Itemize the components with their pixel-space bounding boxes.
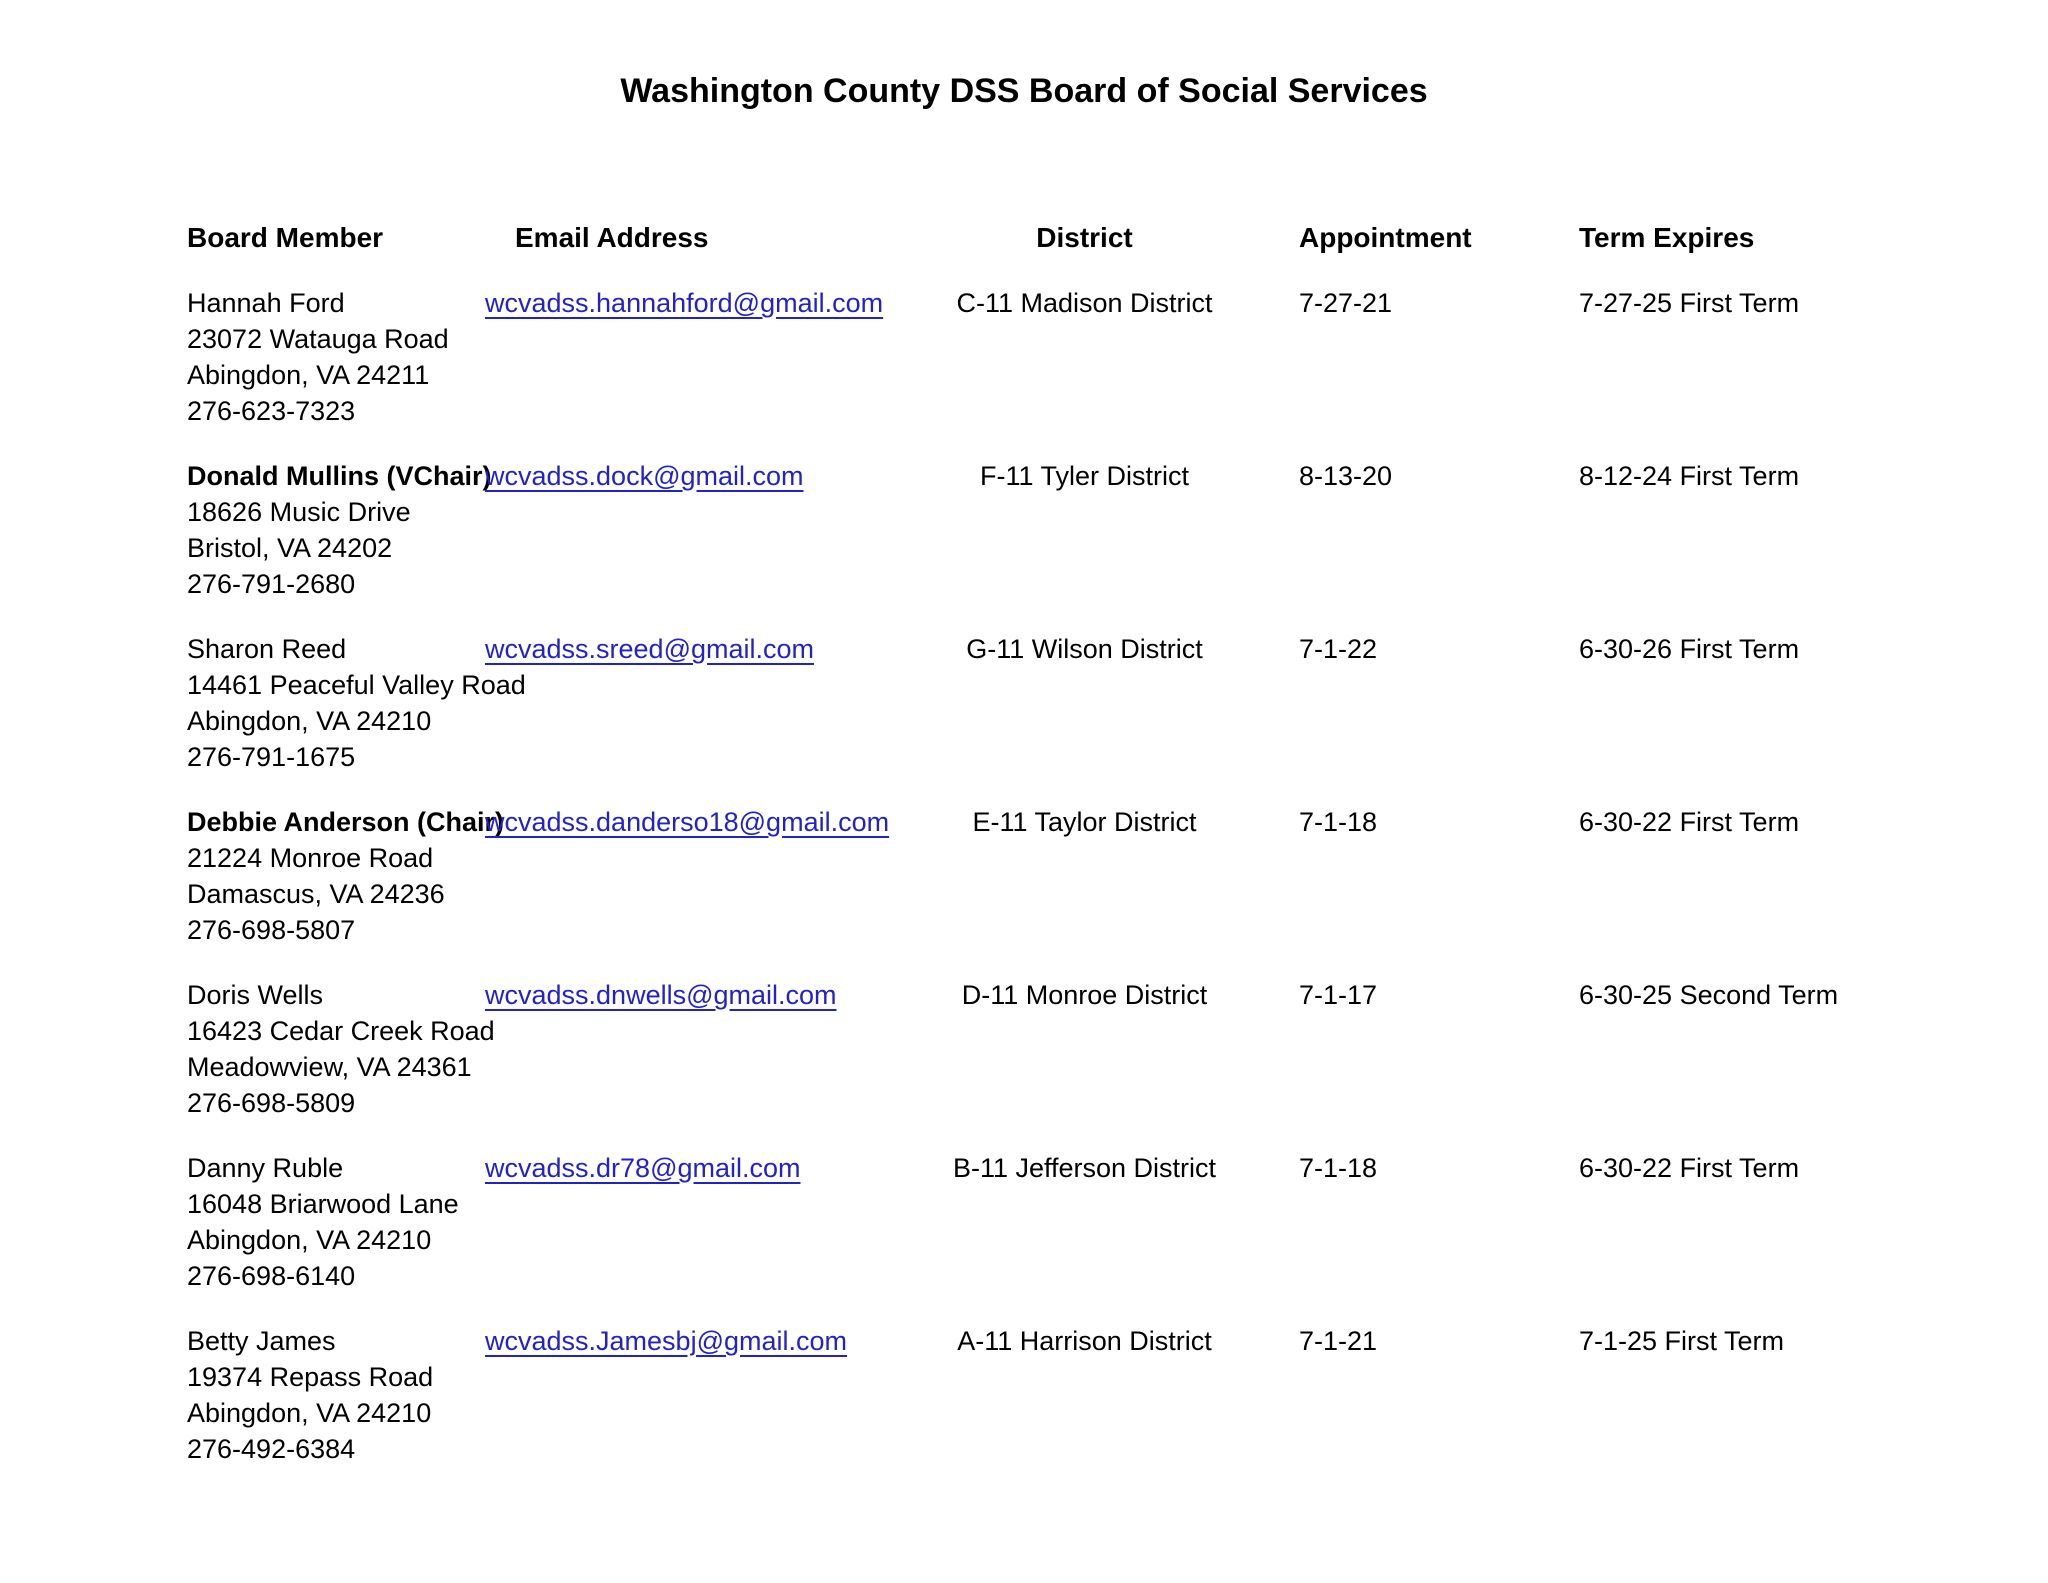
member-info-cell [187, 458, 492, 602]
column-header-board-member: Board Member [187, 222, 384, 253]
member-email-link[interactable]: wcvadss.sreed@gmail.com [485, 634, 815, 664]
member-address-line2: Bristol, VA 24202 [187, 533, 393, 563]
member-address-line2: Abingdon, VA 24210 [187, 1398, 432, 1428]
column-header-term-expires: Term Expires [1579, 222, 1755, 253]
member-email-cell [485, 977, 932, 1013]
column-header-appointment: Appointment [1299, 222, 1472, 253]
member-phone: 276-698-5807 [187, 915, 356, 945]
member-appointment-date: 7-27-21 [1299, 288, 1393, 318]
member-name: Doris Wells [187, 980, 324, 1010]
member-email-link[interactable]: wcvadss.Jamesbj@gmail.com [485, 1326, 848, 1356]
member-email-link[interactable]: wcvadss.dnwells@gmail.com [485, 980, 837, 1010]
member-phone: 276-791-2680 [187, 569, 356, 599]
member-info-cell [187, 977, 495, 1121]
member-address-line1: 21224 Monroe Road [187, 843, 434, 873]
member-address-line1: 16423 Cedar Creek Road [187, 1016, 495, 1046]
member-info-cell [187, 631, 526, 775]
member-email-link[interactable]: wcvadss.dr78@gmail.com [485, 1153, 801, 1183]
member-address-line2: Abingdon, VA 24211 [187, 360, 430, 390]
member-address-line2: Abingdon, VA 24210 [187, 1225, 432, 1255]
table-row [187, 631, 1988, 775]
table-row [187, 1150, 1988, 1294]
member-name: Donald Mullins (VChair) [187, 461, 492, 491]
member-district: A-11 Harrison District [957, 1326, 1212, 1356]
member-address-line1: 18626 Music Drive [187, 497, 411, 527]
member-district: B-11 Jefferson District [952, 1153, 1217, 1183]
member-address-line1: 16048 Briarwood Lane [187, 1189, 459, 1219]
table-row [187, 1323, 1988, 1467]
member-appointment-date: 7-1-22 [1299, 634, 1378, 664]
member-term-expires: 7-1-25 First Term [1579, 1326, 1785, 1356]
member-email-link[interactable]: wcvadss.dock@gmail.com [485, 461, 804, 491]
member-appointment-date: 7-1-21 [1299, 1326, 1378, 1356]
member-district: E-11 Taylor District [972, 807, 1197, 837]
member-appointment-date: 7-1-17 [1299, 980, 1378, 1010]
member-info-cell [187, 1150, 485, 1294]
member-district: F-11 Tyler District [979, 461, 1190, 491]
member-phone: 276-698-5809 [187, 1088, 356, 1118]
member-info-cell [187, 804, 505, 948]
member-address-line2: Abingdon, VA 24210 [187, 706, 432, 736]
member-appointment-date: 7-1-18 [1299, 807, 1378, 837]
member-address-line1: 23072 Watauga Road [187, 324, 449, 354]
member-term-expires: 6-30-22 First Term [1579, 1153, 1800, 1183]
member-appointment-date: 7-1-18 [1299, 1153, 1378, 1183]
member-district: G-11 Wilson District [966, 634, 1203, 664]
member-appointment-date: 8-13-20 [1299, 461, 1393, 491]
member-phone: 276-791-1675 [187, 742, 356, 772]
table-row [187, 285, 1988, 429]
member-email-cell [485, 285, 932, 321]
member-address-line2: Meadowview, VA 24361 [187, 1052, 472, 1082]
member-address-line1: 19374 Repass Road [187, 1362, 434, 1392]
member-name: Debbie Anderson (Chair) [187, 807, 505, 837]
member-phone: 276-698-6140 [187, 1261, 356, 1291]
member-term-expires: 6-30-22 First Term [1579, 807, 1800, 837]
member-district: C-11 Madison District [956, 288, 1213, 318]
member-email-cell [485, 804, 932, 840]
table-row [187, 804, 1988, 948]
member-term-expires: 7-27-25 First Term [1579, 288, 1800, 318]
board-table [0, 220, 2048, 1467]
member-term-expires: 8-12-24 First Term [1579, 461, 1800, 491]
member-name: Betty James [187, 1326, 336, 1356]
member-email-cell [485, 1150, 932, 1186]
member-name: Hannah Ford [187, 288, 345, 318]
member-name: Danny Ruble [187, 1153, 344, 1183]
member-term-expires: 6-30-26 First Term [1579, 634, 1800, 664]
member-address-line1: 14461 Peaceful Valley Road [187, 670, 526, 700]
member-name: Sharon Reed [187, 634, 347, 664]
member-address-line2: Damascus, VA 24236 [187, 879, 445, 909]
table-row [187, 458, 1988, 602]
member-term-expires: 6-30-25 Second Term [1579, 980, 1839, 1010]
member-info-cell [187, 285, 485, 429]
member-email-cell [485, 458, 932, 494]
member-email-link[interactable]: wcvadss.danderso18@gmail.com [485, 807, 890, 837]
member-email-cell [485, 1323, 932, 1359]
page-title: Washington County DSS Board of Social Services [620, 72, 1428, 110]
table-header-row [187, 220, 1988, 256]
member-info-cell [187, 1323, 485, 1467]
member-district: D-11 Monroe District [961, 980, 1208, 1010]
table-row [187, 977, 1988, 1121]
column-header-email-address: Email Address [515, 222, 709, 253]
member-phone: 276-623-7323 [187, 396, 356, 426]
member-email-cell [485, 631, 932, 667]
member-email-link[interactable]: wcvadss.hannahford@gmail.com [485, 288, 884, 318]
member-phone: 276-492-6384 [187, 1434, 356, 1464]
column-header-district: District [1036, 222, 1133, 253]
